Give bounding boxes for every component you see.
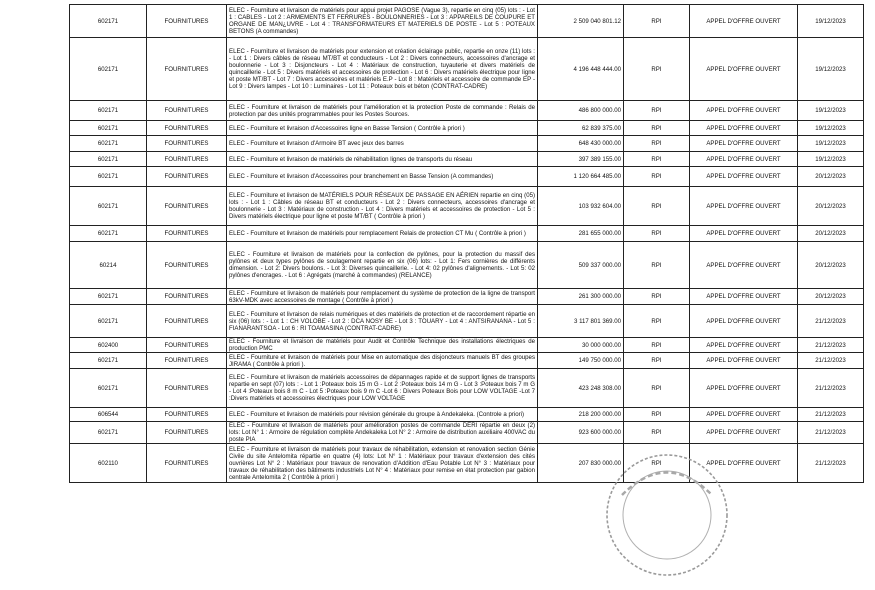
procurement-mode-cell: APPEL D'OFFRE OUVERT xyxy=(690,101,798,121)
account-code-cell: 602171 xyxy=(70,187,147,226)
type-cell: FOURNITURES xyxy=(147,226,227,242)
date-cell: 21/12/2023 xyxy=(798,369,864,408)
table-row xyxy=(70,101,864,121)
amount-cell: 218 200 000.00 xyxy=(538,408,624,422)
type-cell: FOURNITURES xyxy=(147,408,227,422)
amount-cell: 103 932 604.00 xyxy=(538,187,624,226)
date-cell: 19/12/2023 xyxy=(798,152,864,167)
account-code-cell: 602171 xyxy=(70,5,147,38)
amount-cell: 2 509 040 801.12 xyxy=(538,5,624,38)
type-cell: FOURNITURES xyxy=(147,152,227,167)
procurement-mode-cell: APPEL D'OFFRE OUVERT xyxy=(690,152,798,167)
amount-cell: 207 830 000.00 xyxy=(538,444,624,483)
date-cell: 21/12/2023 xyxy=(798,353,864,369)
type-cell: FOURNITURES xyxy=(147,369,227,408)
type-cell: FOURNITURES xyxy=(147,38,227,101)
account-code-cell: 602171 xyxy=(70,101,147,121)
method-cell: RPI xyxy=(624,5,690,38)
account-code-cell: 602171 xyxy=(70,38,147,101)
amount-cell: 397 389 155.00 xyxy=(538,152,624,167)
date-cell: 21/12/2023 xyxy=(798,422,864,444)
procurement-mode-cell: APPEL D'OFFRE OUVERT xyxy=(690,408,798,422)
date-cell: 20/12/2023 xyxy=(798,167,864,187)
table-row xyxy=(70,338,864,353)
procurement-mode-cell: APPEL D'OFFRE OUVERT xyxy=(690,5,798,38)
description-cell: ELEC - Fourniture et livraison d'Accessoires ligne en Basse Tension ( Contrôle à priori ) xyxy=(227,121,538,136)
description-cell: ELEC - Fourniture et livraison de matériels pour révision générale du groupe à Andekaleka. (Controle a priori) xyxy=(227,408,538,422)
method-cell: RPI xyxy=(624,226,690,242)
description-cell: ELEC - Fourniture et livraison d'Armoire BT avec jeux des barres xyxy=(227,136,538,152)
table-row xyxy=(70,152,864,167)
procurement-mode-cell: APPEL D'OFFRE OUVERT xyxy=(690,353,798,369)
amount-cell: 30 000 000.00 xyxy=(538,338,624,353)
table-row xyxy=(70,242,864,289)
description-cell: ELEC - Fourniture et livraison d'Accessoires pour branchement en Basse Tension (A commandes) xyxy=(227,167,538,187)
account-code-cell: 602171 xyxy=(70,422,147,444)
description-cell: ELEC - Fourniture et livraison de MATÉRIELS POUR RÉSEAUX DE PASSAGE EN AÉRIEN repartie en cinq (05) lots : - Lot 1 : Câbles de réseau BT et conducteurs - Lot 2 : Divers connecteurs, accessoires d'ancrage et boulonnerie - Lot 3 : Matériaux de construction - Lot 4 : Divers matériels et accessoires de protection - Lot 5 : Divers matériels électrique pour ligne et poste MT/BT ( Contrôle à priori ) xyxy=(227,187,538,226)
amount-cell: 261 300 000.00 xyxy=(538,289,624,305)
method-cell: RPI xyxy=(624,444,690,483)
description-cell: ELEC - Fourniture et livraison de matériels pour la confection de pylônes, pour la protection du massif des pylônes et deux types pylônes de soulagement repartie en six (06) lots: - Lot 1: Fers cornières de différents dimension. - Lot 2: Divers boulons. - Lot 3: Diverses quincaillerie. - Lot 4: 02 pylônes d'alignements. - Lot 5: 02 pylônes d'encrages. - Lot 6 : Agrégats (marché à commandes) (RELANCE) xyxy=(227,242,538,289)
method-cell: RPI xyxy=(624,167,690,187)
method-cell: RPI xyxy=(624,187,690,226)
procurement-mode-cell: APPEL D'OFFRE OUVERT xyxy=(690,338,798,353)
description-cell: ELEC - Fourniture et livraison de matériels pour remplacement Relais de protection CT Mu ( Contrôle à priori ) xyxy=(227,226,538,242)
table-row xyxy=(70,422,864,444)
type-cell: FOURNITURES xyxy=(147,136,227,152)
method-cell: RPI xyxy=(624,422,690,444)
type-cell: FOURNITURES xyxy=(147,305,227,338)
method-cell: RPI xyxy=(624,289,690,305)
table-row xyxy=(70,289,864,305)
amount-cell: 648 430 000.00 xyxy=(538,136,624,152)
procurement-mode-cell: APPEL D'OFFRE OUVERT xyxy=(690,187,798,226)
table-row xyxy=(70,5,864,38)
type-cell: FOURNITURES xyxy=(147,121,227,136)
date-cell: 20/12/2023 xyxy=(798,226,864,242)
description-cell: ELEC - Fourniture et livraison de relais numériques et des matériels de protection et de raccordement répartie en six (06) lots : - Lot 1 : CH VOLOBE - Lot 2 : DCA NOSY BE - Lot 3 : TOUARY - Lot 4 : ANTSIRANANA - Lot 5 : FIANARANTSOA - Lot 6 : RI TOAMASINA (CONTRAT-CADRE) xyxy=(227,305,538,338)
type-cell: FOURNITURES xyxy=(147,289,227,305)
amount-cell: 509 337 000.00 xyxy=(538,242,624,289)
date-cell: 20/12/2023 xyxy=(798,187,864,226)
date-cell: 19/12/2023 xyxy=(798,136,864,152)
date-cell: 19/12/2023 xyxy=(798,101,864,121)
type-cell: FOURNITURES xyxy=(147,242,227,289)
procurement-table xyxy=(69,4,864,483)
description-cell: ELEC - Fourniture et livraison de matériels pour travaux de réhabilitation, extension et renovation section Génie Civile du site Antelomita répartie en quatre (4) lots: Lot N° 1 : Matériaux pour travaux d'extension des cités ouvrières Lot N° 2 : Matériaux pour travaux de renovation d'Addition d'Eau Potable Lot N° 3 : Matériaux pour travaux de réhabilitation des bâtiments industriels Lot N° 4 : Matériaux pour remise en état protection par gabion centrale Antelomita 2 ( Contrôle à priori ) xyxy=(227,444,538,483)
table-row xyxy=(70,226,864,242)
method-cell: RPI xyxy=(624,353,690,369)
amount-cell: 281 655 000.00 xyxy=(538,226,624,242)
account-code-cell: 606544 xyxy=(70,408,147,422)
procurement-mode-cell: APPEL D'OFFRE OUVERT xyxy=(690,289,798,305)
type-cell: FOURNITURES xyxy=(147,338,227,353)
account-code-cell: 602171 xyxy=(70,226,147,242)
account-code-cell: 602400 xyxy=(70,338,147,353)
date-cell: 21/12/2023 xyxy=(798,305,864,338)
amount-cell: 3 117 801 369.00 xyxy=(538,305,624,338)
method-cell: RPI xyxy=(624,38,690,101)
procurement-mode-cell: APPEL D'OFFRE OUVERT xyxy=(690,167,798,187)
method-cell: RPI xyxy=(624,242,690,289)
table-row xyxy=(70,136,864,152)
amount-cell: 149 750 000.00 xyxy=(538,353,624,369)
date-cell: 19/12/2023 xyxy=(798,38,864,101)
table-row xyxy=(70,187,864,226)
description-cell: ELEC - Fourniture et livraison de matériels pour Mise en automatique des disjoncteurs manuels BT des groupes JIRAMA ( Contrôle à priori ). xyxy=(227,353,538,369)
account-code-cell: 602171 xyxy=(70,121,147,136)
table-row xyxy=(70,305,864,338)
method-cell: RPI xyxy=(624,338,690,353)
method-cell: RPI xyxy=(624,305,690,338)
date-cell: 19/12/2023 xyxy=(798,121,864,136)
method-cell: RPI xyxy=(624,408,690,422)
account-code-cell: 602110 xyxy=(70,444,147,483)
method-cell: RPI xyxy=(624,101,690,121)
date-cell: 20/12/2023 xyxy=(798,242,864,289)
procurement-mode-cell: APPEL D'OFFRE OUVERT xyxy=(690,136,798,152)
amount-cell: 923 600 000.00 xyxy=(538,422,624,444)
account-code-cell: 602171 xyxy=(70,289,147,305)
account-code-cell: 602171 xyxy=(70,136,147,152)
procurement-mode-cell: APPEL D'OFFRE OUVERT xyxy=(690,422,798,444)
description-cell: ELEC - Fourniture et livraison de matériels pour l'amélioration et la protection Poste de commande : Relais de protection par des unités programmables pour les Postes Sources. xyxy=(227,101,538,121)
type-cell: FOURNITURES xyxy=(147,5,227,38)
description-cell: ELEC - Fourniture et livraison de matériels pour remplacement du système de protection de la ligne de transport 63kV-MDK avec accessoires de montage ( Contrôle à priori ) xyxy=(227,289,538,305)
type-cell: FOURNITURES xyxy=(147,167,227,187)
amount-cell: 4 196 448 444.00 xyxy=(538,38,624,101)
table-row xyxy=(70,444,864,483)
account-code-cell: 602171 xyxy=(70,369,147,408)
table-row xyxy=(70,353,864,369)
table-row xyxy=(70,38,864,101)
account-code-cell: 602171 xyxy=(70,305,147,338)
procurement-mode-cell: APPEL D'OFFRE OUVERT xyxy=(690,226,798,242)
account-code-cell: 602171 xyxy=(70,353,147,369)
account-code-cell: 602171 xyxy=(70,152,147,167)
amount-cell: 62 839 375.00 xyxy=(538,121,624,136)
amount-cell: 423 248 308.00 xyxy=(538,369,624,408)
date-cell: 21/12/2023 xyxy=(798,444,864,483)
procurement-mode-cell: APPEL D'OFFRE OUVERT xyxy=(690,369,798,408)
description-cell: ELEC - Fourniture et livraison de matériels de réhabilitation lignes de transports du réseau xyxy=(227,152,538,167)
date-cell: 21/12/2023 xyxy=(798,338,864,353)
type-cell: FOURNITURES xyxy=(147,422,227,444)
table-row xyxy=(70,369,864,408)
method-cell: RPI xyxy=(624,136,690,152)
procurement-mode-cell: APPEL D'OFFRE OUVERT xyxy=(690,38,798,101)
method-cell: RPI xyxy=(624,152,690,167)
description-cell: ELEC - Fourniture et livraison de matériels pour appui projet PAGOSE (Vague 3), repartie en cinq (05) lots : - Lot 1 : CABLES - Lot 2 : ARMEMENTS ET FERRURES - BOULONNERIES - Lot 3 : APPAREILS DE COUPURE ET ORGANE DE MAN¿UVRE - Lot 4 : TRANSFORMATEURS ET MATERIELS DE POSTE - Lot 5 : POTEAUX BETONS (A commandes) xyxy=(227,5,538,38)
procurement-mode-cell: APPEL D'OFFRE OUVERT xyxy=(690,444,798,483)
type-cell: FOURNITURES xyxy=(147,187,227,226)
amount-cell: 486 800 000.00 xyxy=(538,101,624,121)
type-cell: FOURNITURES xyxy=(147,353,227,369)
date-cell: 19/12/2023 xyxy=(798,5,864,38)
date-cell: 21/12/2023 xyxy=(798,408,864,422)
method-cell: RPI xyxy=(624,369,690,408)
amount-cell: 1 120 664 485.00 xyxy=(538,167,624,187)
type-cell: FOURNITURES xyxy=(147,444,227,483)
procurement-mode-cell: APPEL D'OFFRE OUVERT xyxy=(690,305,798,338)
description-cell: ELEC - Fourniture et livraison de matériels pour Audit et Contrôle Technique des installations électriques de production PMC xyxy=(227,338,538,353)
procurement-mode-cell: APPEL D'OFFRE OUVERT xyxy=(690,242,798,289)
method-cell: RPI xyxy=(624,121,690,136)
type-cell: FOURNITURES xyxy=(147,101,227,121)
description-cell: ELEC - Fourniture et livraison de matériels pour extension et création éclairage public, repartie en onze (11) lots : - Lot 1 : Divers câbles de réseau MT/BT et conducteurs - Lot 2 : Divers connecteurs, accessoires d'ancrage et boulonnerie - Lot 3 : Disjoncteurs - Lot 4 : Matériaux de construction, tuyauterie et divers matériels de quincaillerie - Lot 5 : Divers matériels et accessoires de protection - Lot 6 : Divers matériels électrique pour ligne et poste MT/BT - Lot 7 : Divers accessoires et matériels E.P - Lot 8 : Matériels et accessoire de commande EP - Lot 9 : Divers lampes - Lot 10 : Luminaires - Lot 11 : Poteaux bois et béton (CONTRAT-CADRE) xyxy=(227,38,538,101)
table-row xyxy=(70,167,864,187)
table-row xyxy=(70,121,864,136)
procurement-mode-cell: APPEL D'OFFRE OUVERT xyxy=(690,121,798,136)
description-cell: ELEC - Fourniture et livraison de matériels pour amélioration postes de commande DERI répartie en deux (2) lots: Lot N° 1 : Armoire de régulation complète Andekaleka Lot N° 2 : Armoire de distribution auxiliaire 400VAC du poste PIA xyxy=(227,422,538,444)
account-code-cell: 602171 xyxy=(70,167,147,187)
table-row xyxy=(70,408,864,422)
table-body xyxy=(70,5,864,483)
date-cell: 20/12/2023 xyxy=(798,289,864,305)
description-cell: ELEC - Fourniture et livraison de matériels accessoires de dépannages rapide et de support lignes de transports repartie en sept (07) lots : - Lot 1 :Poteaux bois 15 m G - Lot 2 :Poteaux bois 14 m G - Lot 3 :Poteaux bois 7 m G - Lot 4 :Poteaux bois 8 m C - Lot 5 :Poteaux bois 9 m C -Lot 6 : Divers Poteaux Bois pour LOW VOLTAGE -Lot 7 :Divers matériels et accessoires électriques pour LOW VOLTAGE xyxy=(227,369,538,408)
account-code-cell: 60214 xyxy=(70,242,147,289)
